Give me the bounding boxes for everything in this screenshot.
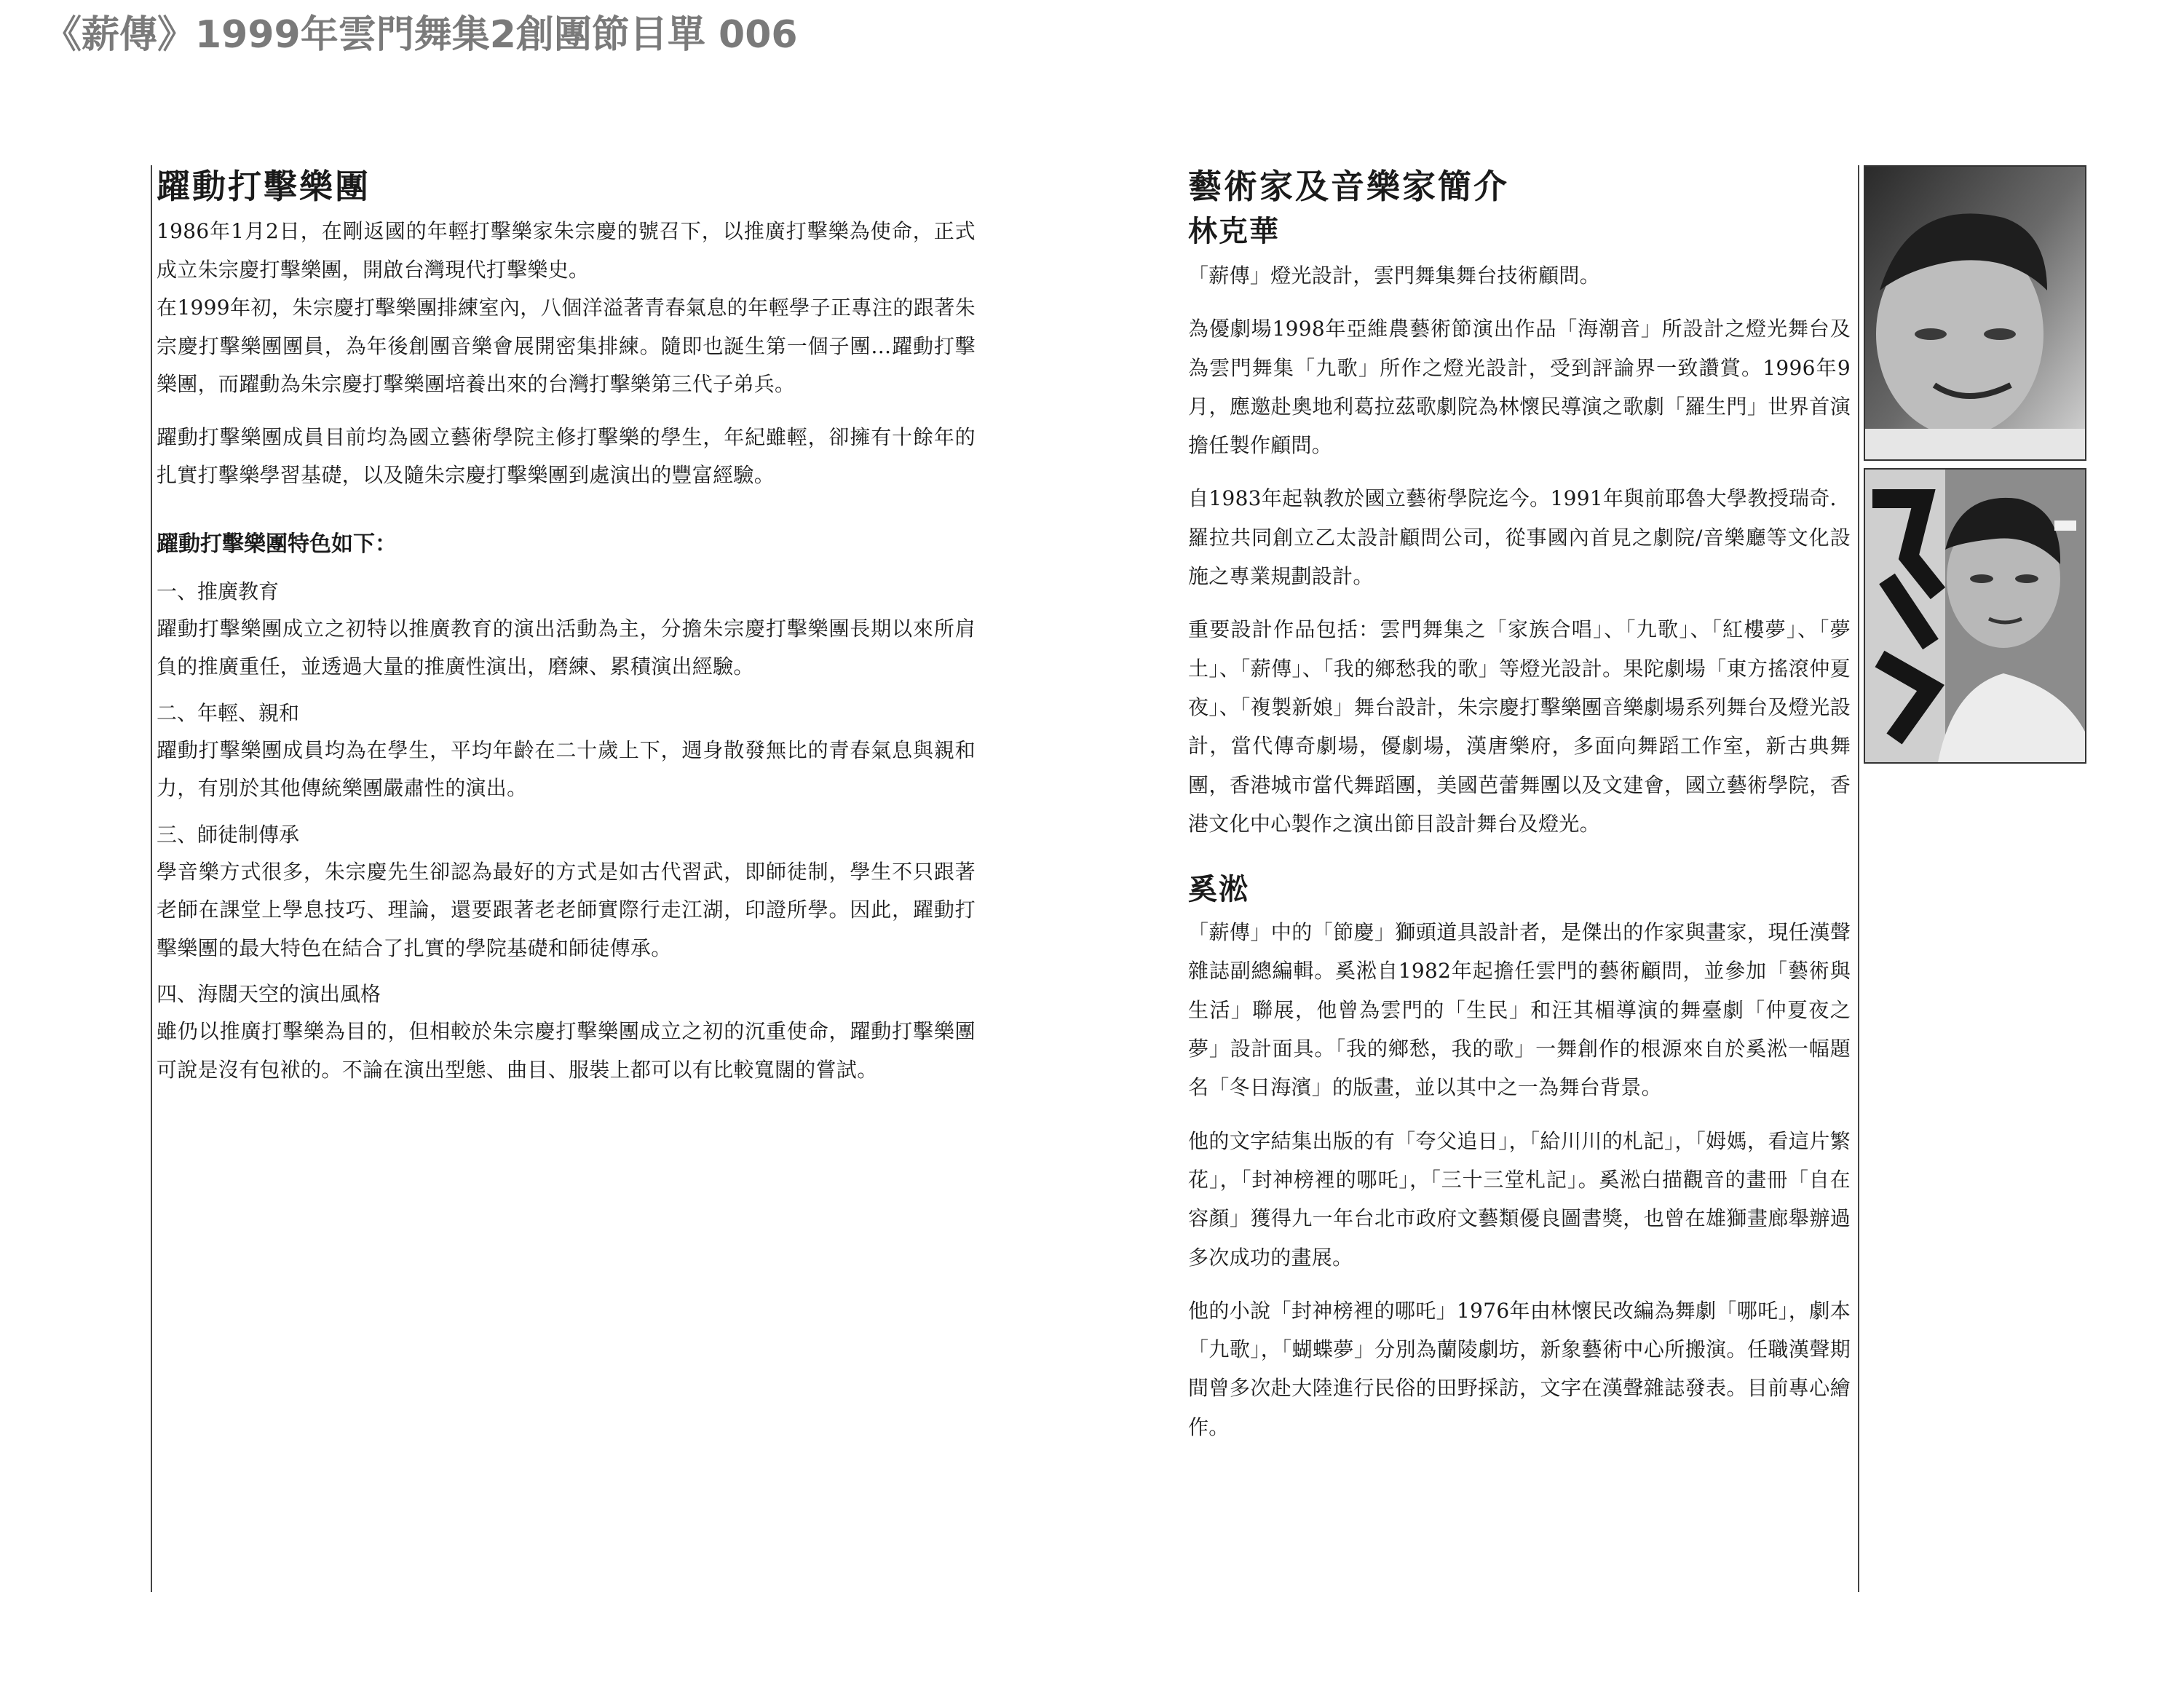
section-title-ensemble: 躍動打擊樂團	[157, 167, 371, 206]
portrait-photo-2	[1864, 468, 2086, 764]
left-column	[157, 163, 976, 1089]
intro-paragraph: 1986年1月2日，在剛返國的年輕打擊樂家朱宗慶的號召下，以推廣打擊樂為使命，正式成立朱宗慶打擊樂團，開啟台灣現代打擊樂史。	[157, 219, 976, 282]
portrait-photo-1	[1864, 165, 2086, 461]
bio-paragraph: 重要設計作品包括：雲門舞集之「家族合唱」、「九歌」、「紅樓夢」、「夢土」、「薪傳」、「我的鄉愁我的歌」等燈光設計。果陀劇場「東方搖滾仲夏夜」、「複製新娘」舞台設計，朱宗慶打擊樂團音樂劇場系列舞台及燈光設計，當代傳奇劇場，優劇場，漢唐樂府，多面向舞蹈工作室，新古典舞團，香港城市當代舞蹈團，美國芭蕾舞團以及文建會，國立藝術學院，香港文化中心製作之演出節目設計舞台及燈光。	[1188, 617, 1851, 836]
intro-paragraph: 在1999年初，朱宗慶打擊樂團排練室內，八個洋溢著青春氣息的年輕學子正專注的跟著朱宗慶打擊樂團團員，為年後創團音樂會展開密集排練。隨即也誕生第一個子團…躍動打擊樂團，而躍動為朱宗慶打擊樂團培養出來的台灣打擊樂第三代子弟兵。	[157, 296, 976, 396]
feature-text: 學音樂方式很多，朱宗慶先生卻認為最好的方式是如古代習武，即師徒制，學生不只跟著老師在課堂上學息技巧、理論，還要跟著老老師實際行走江湖，印證所學。因此，躍動打擊樂團的最大特色在結合了扎實的學院基礎和師徒傳承。	[157, 859, 976, 960]
left-divider-line	[151, 165, 152, 1592]
section-title-artists: 藝術家及音樂家簡介	[1188, 167, 1509, 206]
bio-paragraph: 自1983年起執教於國立藝術學院迄今。1991年與前耶魯大學教授瑞奇．羅拉共同創立乙太設計顧問公司，從事國內首見之劇院/音樂廳等文化設施之專業規劃設計。	[1188, 486, 1851, 589]
bio-paragraph: 「薪傳」燈光設計，雲門舞集舞台技術顧問。	[1188, 264, 1601, 288]
person-name: 林克華	[1188, 214, 1280, 248]
feature-title: 四、海闊天空的演出風格	[157, 982, 381, 1006]
bio-paragraph: 為優劇場1998年亞維農藝術節演出作品「海潮音」所設計之燈光舞台及為雲門舞集「九歌」所作之燈光設計，受到評論界一致讚賞。1996年9月，應邀赴奧地利葛拉茲歌劇院為林懷民導演之歌劇「羅生門」世界首演擔任製作顧問。	[1188, 317, 1851, 458]
bio-paragraph: 他的小說「封神榜裡的哪吒」1976年由林懷民改編為舞劇「哪吒」，劇本「九歌」，「蝴蝶夢」分別為蘭陵劇坊，新象藝術中心所搬演。任職漢聲期間曾多次赴大陸進行民俗的田野採訪，文字在漢聲雜誌發表。目前專心繪作。	[1188, 1298, 1851, 1439]
features-heading: 躍動打擊樂團特色如下：	[157, 531, 397, 557]
feature-text: 雖仍以推廣打擊樂為目的，但相較於朱宗慶打擊樂團成立之初的沉重使命，躍動打擊樂團可說是沒有包袱的。不論在演出型態、曲目、服裝上都可以有比較寬闊的嘗試。	[157, 1019, 976, 1082]
bio-paragraph: 「薪傳」中的「節慶」獅頭道具設計者，是傑出的作家與畫家，現任漢聲雜誌副總編輯。奚淞自1982年起擔任雲門的藝術顧問，並參加「藝術與生活」聯展，他曾為雲門的「生民」和汪其楣導演的舞臺劇「仲夏夜之夢」設計面具。「我的鄉愁，我的歌」一舞創作的根源來自於奚淞一幅題名「冬日海濱」的版畫，並以其中之一為舞台背景。	[1188, 920, 1851, 1100]
person-name: 奚淞	[1188, 872, 1249, 907]
feature-title: 二、年輕、親和	[157, 700, 300, 725]
feature-title: 一、推廣教育	[157, 579, 280, 603]
right-column	[1188, 163, 1851, 1446]
intro-paragraph: 躍動打擊樂團成員目前均為國立藝術學院主修打擊樂的學生，年紀雖輕，卻擁有十餘年的扎實打擊樂學習基礎，以及隨朱宗慶打擊樂團到處演出的豐富經驗。	[157, 424, 976, 487]
bio-paragraph: 他的文字結集出版的有「夸父追日」，「給川川的札記」，「姆媽，看這片繁花」，「封神榜裡的哪吒」，「三十三堂札記」。奚淞白描觀音的畫冊「自在容顏」獲得九一年台北市政府文藝類優良圖書獎，也曾在雄獅畫廊舉辦過多次成功的畫展。	[1188, 1128, 1851, 1270]
right-divider-line	[1858, 165, 1859, 1592]
feature-text: 躍動打擊樂團成員均為在學生，平均年齡在二十歲上下，週身散發無比的青春氣息與親和力，有別於其他傳統樂團嚴肅性的演出。	[157, 737, 976, 800]
feature-text: 躍動打擊樂團成立之初特以推廣教育的演出活動為主，分擔朱宗慶打擊樂團長期以來所肩負的推廣重任，並透過大量的推廣性演出，磨練、累積演出經驗。	[157, 616, 976, 678]
feature-title: 三、師徒制傳承	[157, 822, 300, 847]
page-header: 《薪傳》1999年雲門舞集2創團節目單 006	[44, 13, 798, 57]
